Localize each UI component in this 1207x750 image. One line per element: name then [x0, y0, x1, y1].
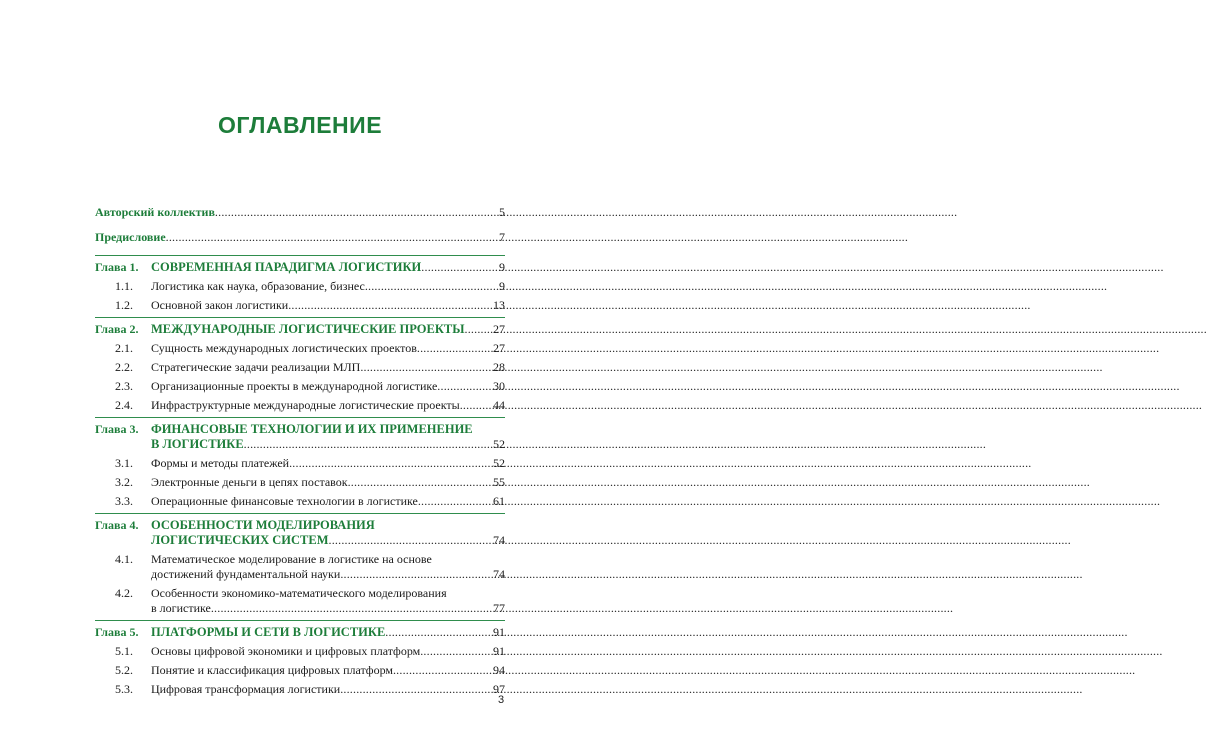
section-title: Формы и методы платежей: [151, 456, 290, 470]
toc-page-number: 91: [493, 625, 505, 639]
chapter-number: Глава 4.: [95, 518, 139, 532]
section-title: Стратегические задачи реализации МЛП: [151, 360, 361, 374]
page-title: ОГЛАВЛЕНИЕ: [217, 112, 383, 138]
toc-page-number: 52: [493, 456, 505, 470]
dot-leader: [365, 279, 498, 294]
toc-page-number: 74: [493, 533, 505, 547]
section-number: 5.1.: [115, 644, 133, 658]
toc-entry-label: Предисловие: [95, 230, 166, 244]
toc-section-3-2[interactable]: [95, 475, 505, 490]
dot-leader: [340, 682, 492, 697]
toc-page-number: 27: [493, 322, 505, 336]
section-title: Основы цифровой экономики и цифровых платформ: [151, 644, 421, 658]
section-number: 2.3.: [115, 379, 133, 393]
toc-page-number: 77: [493, 601, 505, 615]
dot-leader: [465, 322, 492, 337]
toc-page-number: 74: [493, 567, 505, 581]
toc-chapter-3: [95, 417, 505, 509]
section-number: 1.2.: [115, 298, 133, 312]
chapter-title: ОСОБЕННОСТИ МОДЕЛИРОВАНИЯ: [151, 518, 375, 532]
chapter-number: Глава 3.: [95, 422, 139, 436]
section-title: Логистика как наука, образование, бизнес: [151, 279, 365, 293]
dot-leader: [288, 298, 492, 313]
section-number: 1.1.: [115, 279, 133, 293]
toc-page-number: 28: [493, 360, 505, 374]
dot-leader: [437, 379, 492, 394]
toc-section-5-2[interactable]: [95, 663, 505, 678]
section-number: 2.2.: [115, 360, 133, 374]
section-title: Математическое моделирование в логистике на основе: [151, 552, 432, 566]
dot-leader: [166, 230, 498, 245]
page-number: 3: [498, 694, 505, 706]
section-title: Понятие и классификация цифровых платформ: [151, 663, 393, 677]
section-number: 5.3.: [115, 682, 133, 696]
dot-leader: [460, 398, 492, 413]
dot-leader: [421, 260, 498, 275]
toc-section-2-3[interactable]: [95, 379, 505, 394]
chapter-heading[interactable]: [95, 625, 505, 640]
section-title: Электронные деньги в цепях поставок: [151, 475, 348, 489]
dot-leader: [393, 663, 492, 678]
section-number: 5.2.: [115, 663, 133, 677]
dot-leader: [340, 567, 492, 582]
toc-page-number: 52: [493, 437, 505, 451]
section-title: Особенности экономико-математического моделирования: [151, 586, 447, 600]
toc-section-4-1[interactable]: [95, 552, 505, 582]
dot-leader: [244, 437, 492, 452]
dot-leader: [289, 456, 492, 471]
toc-section-2-4[interactable]: [95, 398, 505, 413]
toc-section-5-3[interactable]: [95, 682, 505, 697]
chapter-title-continued: ЛОГИСТИЧЕСКИХ СИСТЕМ: [151, 533, 329, 547]
chapter-heading[interactable]: [95, 322, 505, 337]
section-title-continued: в логистике: [151, 601, 211, 615]
toc-page-number: 55: [493, 475, 505, 489]
toc-page-number: 61: [493, 494, 505, 508]
section-number: 3.3.: [115, 494, 133, 508]
toc-page-number: 44: [493, 398, 505, 412]
section-number: 3.2.: [115, 475, 133, 489]
toc-entry-authors[interactable]: [95, 205, 505, 220]
dot-leader: [329, 533, 492, 548]
section-number: 4.2.: [115, 586, 133, 600]
section-title: Операционные финансовые технологии в логистике: [151, 494, 418, 508]
dot-leader: [385, 625, 492, 640]
section-number: 3.1.: [115, 456, 133, 470]
section-title: Цифровая трансформация логистики: [151, 682, 341, 696]
toc-page-number: 97: [493, 682, 505, 696]
toc-chapter-4: [95, 513, 505, 616]
toc-chapter-1: [95, 255, 505, 313]
toc-page-number: 5: [499, 205, 505, 219]
dot-leader: [417, 341, 492, 356]
toc-page-number: 91: [493, 644, 505, 658]
section-title: Организационные проекты в международной логистике: [151, 379, 438, 393]
table-of-contents: [95, 205, 505, 701]
dot-leader: [418, 494, 492, 509]
section-number: 2.4.: [115, 398, 133, 412]
chapter-heading[interactable]: [95, 422, 505, 452]
toc-page-number: 27: [493, 341, 505, 355]
section-number: 2.1.: [115, 341, 133, 355]
toc-section-3-1[interactable]: [95, 456, 505, 471]
chapter-heading[interactable]: [95, 260, 505, 275]
chapter-title: ФИНАНСОВЫЕ ТЕХНОЛОГИИ И ИХ ПРИМЕНЕНИЕ: [151, 422, 473, 436]
chapter-number: Глава 1.: [95, 260, 139, 274]
toc-page-number: 30: [493, 379, 505, 393]
dot-leader: [420, 644, 492, 659]
dot-leader: [211, 601, 492, 616]
dot-leader: [348, 475, 492, 490]
toc-page-number: 7: [499, 230, 505, 244]
toc-section-1-1[interactable]: [95, 279, 505, 294]
toc-page-number: 94: [493, 663, 505, 677]
toc-section-2-2[interactable]: [95, 360, 505, 375]
toc-section-2-1[interactable]: [95, 341, 505, 356]
chapter-title-continued: В ЛОГИСТИКЕ: [151, 437, 244, 451]
toc-chapter-2: [95, 317, 505, 413]
toc-page-number: 9: [499, 279, 505, 293]
chapter-number: Глава 5.: [95, 625, 139, 639]
chapter-number: Глава 2.: [95, 322, 139, 336]
toc-entry-label: Авторский коллектив: [95, 205, 215, 219]
toc-section-4-2[interactable]: [95, 586, 505, 616]
chapter-title: МЕЖДУНАРОДНЫЕ ЛОГИСТИЧЕСКИЕ ПРОЕКТЫ: [151, 322, 465, 336]
toc-section-3-3[interactable]: [95, 494, 505, 509]
section-title: Основной закон логистики: [151, 298, 289, 312]
toc-entry-preface[interactable]: [95, 230, 505, 245]
chapter-heading[interactable]: [95, 518, 505, 548]
dot-leader: [360, 360, 492, 375]
toc-page-number: 9: [499, 260, 505, 274]
section-title-continued: достижений фундаментальной науки: [151, 567, 341, 581]
section-title: Инфраструктурные международные логистические проекты: [151, 398, 460, 412]
toc-section-1-2[interactable]: [95, 298, 505, 313]
toc-chapter-5: [95, 620, 505, 697]
dot-leader: [215, 205, 498, 220]
toc-page-number: 13: [493, 298, 505, 312]
toc-section-5-1[interactable]: [95, 644, 505, 659]
section-title: Сущность международных логистических проектов: [151, 341, 417, 355]
section-number: 4.1.: [115, 552, 133, 566]
chapter-title: СОВРЕМЕННАЯ ПАРАДИГМА ЛОГИСТИКИ: [151, 260, 422, 274]
chapter-title: ПЛАТФОРМЫ И СЕТИ В ЛОГИСТИКЕ: [151, 625, 386, 639]
